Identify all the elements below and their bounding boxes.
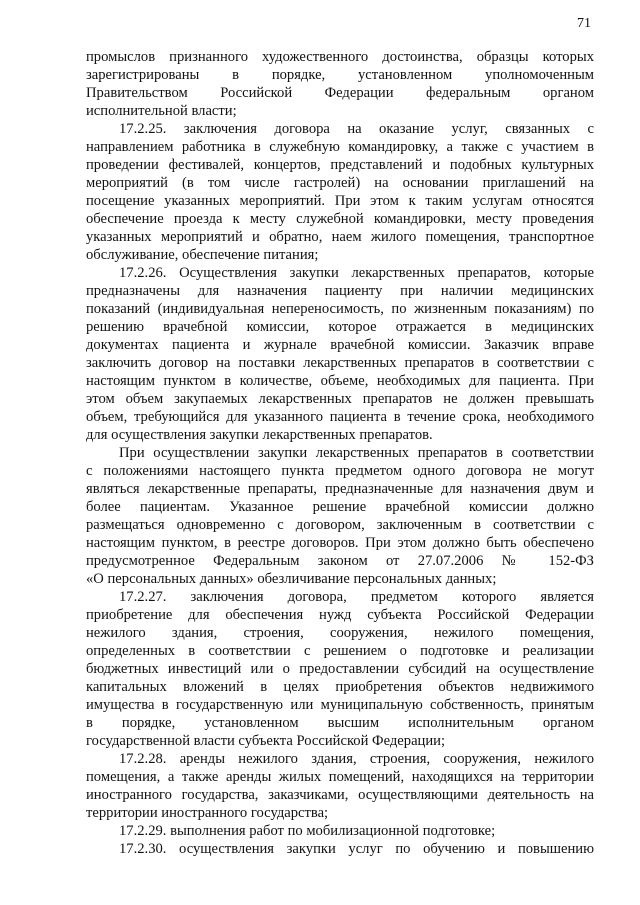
page-number: 71: [577, 16, 591, 31]
text-line: капитальных вложений в целях приобретения объектов недвижимого: [86, 679, 594, 695]
text-line: приобретение для обеспечения нужд субъекта Российской Федерации: [86, 607, 594, 623]
text-line: 17.2.30. осуществления закупки услуг по обучению и повышению: [119, 841, 594, 857]
text-line: предназначены для назначения пациенту при наличии медицинских: [86, 283, 594, 299]
text-line: для осуществления закупки лекарственных препаратов.: [86, 427, 433, 443]
text-line: этом объем закупаемых лекарственных препаратов не должен превышать: [86, 391, 594, 407]
text-line: «О персональных данных» обезличивание персональных данных;: [86, 571, 497, 587]
text-line: более пациентам. Указанное решение врачебной комиссии должно: [86, 499, 594, 515]
text-line: проведении фестивалей, концертов, представлений и подобных культурных: [86, 157, 594, 173]
text-line: территории иностранного государства;: [86, 805, 329, 821]
text-line: 17.2.26. Осуществления закупки лекарственных препаратов, которые: [119, 265, 594, 281]
text-line: в порядке, установленном высшим исполнительным органом: [86, 715, 594, 731]
text-line: решению врачебной комиссии, которое отражается в медицинских: [86, 319, 594, 335]
text-line: направлением работника в служебную командировку, а также с участием в: [86, 139, 594, 155]
text-line: объем, требующийся для указанного пациента в течение срока, необходимого: [86, 409, 594, 425]
text-line: промыслов признанного художественного достоинства, образцы которых: [86, 49, 594, 65]
text-line: указанных мероприятий и обратно, наем жилого помещения, транспортное: [86, 229, 594, 245]
text-line: настоящим пунктом, в реестре договоров. При этом должно быть обеспечено: [86, 535, 594, 551]
text-line: бюджетных инвестиций или о предоставлении субсидий на осуществление: [86, 661, 594, 677]
text-line: размещаться одновременно с договором, заключенным в соответствии с: [86, 517, 594, 533]
text-line: обеспечение проезда к месту служебной командировки, месту проведения: [86, 211, 594, 227]
text-line: мероприятий (в том числе гастролей) на основании приглашений на: [86, 175, 594, 191]
text-line: имущества в государственную или муниципальную собственность, принятым: [86, 697, 594, 713]
text-line: определенных в соответствии с решением о подготовке и реализации: [86, 643, 594, 659]
text-line: помещения, а также аренды жилых помещений, находящихся на территории: [86, 769, 594, 785]
text-line: 17.2.28. аренды нежилого здания, строения, сооружения, нежилого: [119, 751, 594, 767]
text-line: государственной власти субъекта Российской Федерации;: [86, 733, 446, 749]
text-line: нежилого здания, строения, сооружения, нежилого помещения,: [86, 625, 594, 641]
text-line: обслуживание, обеспечение питания;: [86, 247, 319, 263]
text-line: 17.2.25. заключения договора на оказание услуг, связанных с: [119, 121, 594, 137]
text-line: иностранного государства, заказчиками, осуществляющими деятельность на: [86, 787, 594, 803]
text-line: заключить договор на поставки лекарственных препаратов в соответствии с: [86, 355, 594, 371]
text-line: зарегистрированы в порядке, установленном уполномоченным: [86, 67, 594, 83]
text-line: документах пациента и журнале врачебной комиссии. Заказчик вправе: [86, 337, 594, 353]
text-line: с положениями настоящего пункта предметом одного договора не могут: [86, 463, 594, 479]
text-line: При осуществлении закупки лекарственных препаратов в соответствии: [119, 445, 594, 461]
text-line: показаний (индивидуальная непереносимость, по жизненным показаниям) по: [86, 301, 594, 317]
text-line: являться лекарственные препараты, предназначенные для назначения двум и: [86, 481, 594, 497]
text-line: 17.2.27. заключения договора, предметом которого является: [119, 589, 594, 605]
text-line: 17.2.29. выполнения работ по мобилизационной подготовке;: [119, 823, 496, 839]
text-line: предусмотренное Федеральным законом от 27.07.2006 № 152-ФЗ: [86, 553, 594, 569]
text-line: исполнительной власти;: [86, 103, 237, 119]
text-line: Правительством Российской Федерации федеральным органом: [86, 85, 594, 101]
text-line: настоящим пунктом в количестве, объеме, необходимых для пациента. При: [86, 373, 594, 389]
text-line: посещение указанных мероприятий. При этом к таким услугам относятся: [86, 193, 594, 209]
